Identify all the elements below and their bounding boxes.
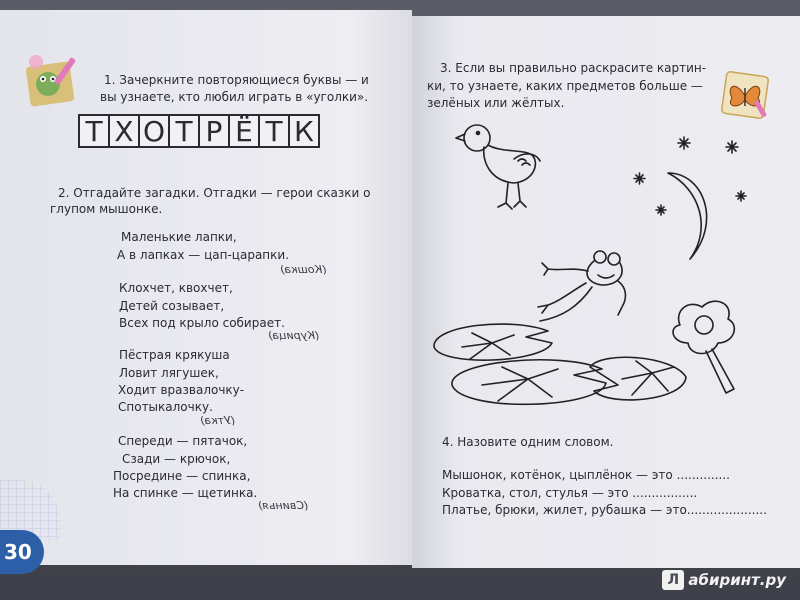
frog-drawing: [538, 251, 625, 321]
chick-drawing: [456, 125, 540, 209]
riddle-line: Ходит вразвалочку-: [118, 383, 245, 397]
moon-drawing: [668, 173, 707, 259]
riddle-answer: (Утка): [200, 414, 236, 427]
riddle-answer: (Свинья): [258, 499, 309, 512]
lily-pad-drawings: [434, 324, 686, 404]
page-number: 30: [0, 530, 44, 574]
task2-line1: 2. Отгадайте загадки. Отгадки — герои сказки о: [58, 186, 371, 200]
riddle-line: Маленькие лапки,: [121, 230, 237, 244]
right-page: [412, 16, 800, 568]
letter-cell[interactable]: О: [138, 114, 170, 148]
task3-line1: 3. Если вы правильно раскрасите картин-: [440, 61, 707, 75]
task3-line3: зелёных или жёлтых.: [427, 96, 565, 110]
riddle-line: Посредине — спинка,: [113, 469, 251, 483]
letter-cell[interactable]: Т: [168, 114, 200, 148]
riddle-answer: (Кошка): [280, 263, 327, 276]
letter-grid: [80, 114, 320, 148]
task1-line2: вы узнаете, кто любил играть в «уголки».: [100, 90, 369, 104]
riddle-line: Сзади — крючок,: [122, 452, 231, 466]
stamp-frog-icon: [22, 50, 80, 110]
riddle-line: Всех под крыло собирает.: [119, 316, 285, 330]
letter-cell[interactable]: Ё: [228, 114, 260, 148]
riddle-line: Детей созывает,: [119, 299, 225, 313]
riddle-answer: (Курица): [268, 329, 320, 342]
task4-line: Мышонок, котёнок, цыплёнок — это ..............: [442, 468, 730, 482]
task3-line2: ки, то узнаете, каких предметов больше —: [427, 79, 703, 93]
left-page: [0, 10, 412, 565]
letter-cell[interactable]: Т: [258, 114, 290, 148]
letter-cell[interactable]: Х: [108, 114, 140, 148]
riddle-line: Клохчет, квохчет,: [119, 281, 233, 295]
water-lily-drawing: [673, 301, 734, 393]
letter-cell[interactable]: Т: [78, 114, 110, 148]
riddle-line: Ловит лягушек,: [119, 366, 219, 380]
riddle-line: А в лапках — цап-царапки.: [117, 248, 290, 262]
riddle-line: Спотыкалочку.: [118, 400, 213, 414]
task4-line: Платье, брюки, жилет, рубашка — это.....................: [442, 503, 767, 517]
riddle-line: Пёстрая крякуша: [119, 348, 230, 362]
task2-line2: глупом мышонке.: [50, 202, 163, 216]
riddle-line: На спинке — щетинка.: [113, 486, 258, 500]
labirint-watermark: [662, 570, 786, 590]
letter-cell[interactable]: Р: [198, 114, 230, 148]
task1-line1: 1. Зачеркните повторяющиеся буквы — и: [104, 73, 369, 87]
watermark-text: абиринт.ру: [688, 571, 786, 589]
task4-title: 4. Назовите одним словом.: [442, 435, 614, 449]
task4-line: Кроватка, стол, стулья — это .................: [442, 486, 698, 500]
star-drawings: [634, 137, 746, 215]
coloring-picture: [422, 111, 792, 421]
watermark-badge: Л: [662, 570, 684, 590]
riddle-line: Спереди — пятачок,: [118, 434, 248, 448]
letter-cell[interactable]: К: [288, 114, 320, 148]
